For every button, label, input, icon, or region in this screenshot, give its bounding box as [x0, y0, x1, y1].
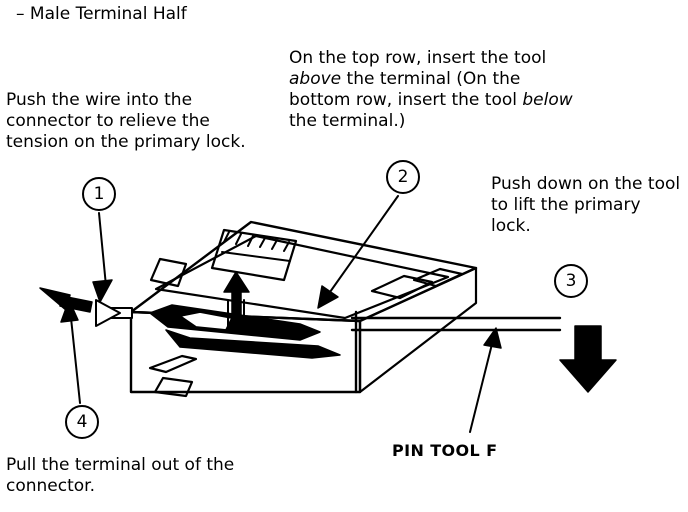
step-2-text-a: On the top row, insert the tool	[289, 48, 552, 68]
callout-4: 4	[65, 405, 99, 439]
wire-push-arrow	[96, 300, 120, 326]
leader-arrow-1	[93, 280, 112, 302]
callout-3: 3	[554, 264, 588, 298]
step-3-caption: Push down on the tool to lift the primary lock.	[491, 174, 686, 236]
figure-title: – Male Terminal Half	[16, 4, 187, 24]
step-2-text-c: the terminal (On the bottom row, insert the tool	[289, 69, 526, 110]
push-down-arrow	[560, 326, 616, 392]
callout-1: 1	[82, 177, 116, 211]
connector-latch	[150, 356, 196, 372]
wire-pull-arrow	[40, 288, 70, 310]
step-1-caption: Push the wire into the connector to relieve the tension on the primary lock.	[6, 90, 246, 152]
step-4-caption: Pull the terminal out of the connector.	[6, 455, 240, 496]
step-2-text-e: the terminal.)	[289, 90, 579, 131]
callout-2: 2	[386, 160, 420, 194]
step-2-text-d: below	[522, 90, 573, 110]
connector-foot	[155, 378, 192, 396]
leader-arrow-2	[318, 286, 338, 308]
pin-tool-label: PIN TOOL F	[392, 441, 498, 460]
step-2-text-b: above	[289, 69, 342, 89]
